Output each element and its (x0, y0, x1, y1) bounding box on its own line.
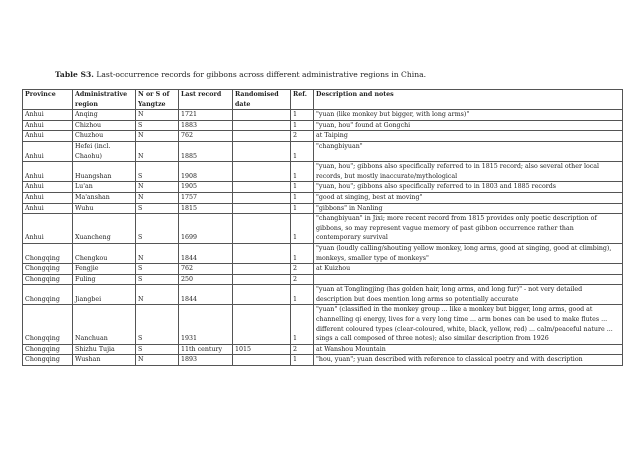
description-cell: "yuan, hou"; gibbons also specifically referred to in 1803 and 1885 records (314, 182, 623, 193)
ref-cell: 1 (291, 285, 314, 305)
ref-cell: 1 (291, 305, 314, 344)
randomised-date-cell (233, 243, 291, 263)
region-cell: Chengkou (73, 243, 136, 263)
ns-cell: N (136, 110, 179, 121)
province-cell: Chongqing (23, 285, 73, 305)
last-record-cell: 1905 (179, 182, 233, 193)
province-cell: Chongqing (23, 274, 73, 285)
ref-cell: 1 (291, 141, 314, 161)
province-cell: Anhui (23, 131, 73, 142)
last-record-cell: 762 (179, 264, 233, 275)
description-cell: at Kuizhou (314, 264, 623, 275)
ref-cell: 1 (291, 192, 314, 203)
ns-cell: S (136, 214, 179, 244)
last-record-cell: 1908 (179, 162, 233, 182)
region-cell: Fengjie (73, 264, 136, 275)
header-ns: N or S of Yangtze (136, 90, 179, 110)
ref-cell: 1 (291, 162, 314, 182)
table-row (23, 243, 623, 263)
ns-cell: N (136, 131, 179, 142)
region-cell: Ma'anshan (73, 192, 136, 203)
header-region: Administrative region (73, 90, 136, 110)
caption-text: Last-occurrence records for gibbons across different administrative regions in China. (93, 70, 427, 79)
description-cell (314, 274, 623, 285)
description-cell: "yuan (like monkey but bigger, with long arms)" (314, 110, 623, 121)
ref-cell: 1 (291, 110, 314, 121)
ref-cell: 2 (291, 274, 314, 285)
randomised-date-cell (233, 182, 291, 193)
table-row (23, 285, 623, 305)
description-cell: "yuan, hou"; gibbons also specifically referred to in 1815 record; also several other local records, but mostly inaccurate/mythological (314, 162, 623, 182)
table-row (23, 110, 623, 121)
last-record-cell: 1931 (179, 305, 233, 344)
gibbon-records-table (22, 89, 623, 366)
ns-cell: S (136, 305, 179, 344)
ref-cell: 1 (291, 203, 314, 214)
table-row (23, 162, 623, 182)
province-cell: Anhui (23, 141, 73, 161)
region-cell: Wuhu (73, 203, 136, 214)
region-cell: Fuling (73, 274, 136, 285)
description-cell: "yuan, hou" found at Gongchi (314, 120, 623, 131)
region-cell: Shizhu Tujia (73, 344, 136, 355)
ns-cell: N (136, 192, 179, 203)
description-cell: "yuan" (classified in the monkey group ... like a monkey but bigger, long arms, good at channelling qi energy, lives for a very long time ... arm bones can be used to make flutes ... different coloured types (clear-coloured, white, black, yellow, red) ... calm/peaceful nature ... sings a call composed of three notes); also similar description from 1926 (314, 305, 623, 344)
last-record-cell: 250 (179, 274, 233, 285)
province-cell: Anhui (23, 120, 73, 131)
header-province: Province (23, 90, 73, 110)
last-record-cell: 762 (179, 131, 233, 142)
region-cell: Anqing (73, 110, 136, 121)
province-cell: Anhui (23, 110, 73, 121)
province-cell: Anhui (23, 162, 73, 182)
description-cell: "yuan at Tonglingjing (has golden hair, long arms, and long fur)" - not very detailed description but does mention long arms so potentially accurate (314, 285, 623, 305)
last-record-cell: 1844 (179, 285, 233, 305)
table-row (23, 203, 623, 214)
ref-cell: 1 (291, 355, 314, 366)
province-cell: Anhui (23, 182, 73, 193)
ref-cell: 2 (291, 264, 314, 275)
randomised-date-cell (233, 355, 291, 366)
table-row (23, 141, 623, 161)
ns-cell: S (136, 120, 179, 131)
table-caption (55, 70, 426, 79)
description-cell: "gibbons" in Nanling (314, 203, 623, 214)
ns-cell: N (136, 141, 179, 161)
randomised-date-cell (233, 285, 291, 305)
table-row (23, 214, 623, 244)
randomised-date-cell (233, 305, 291, 344)
description-cell: "changbiyuan" (314, 141, 623, 161)
description-cell: "changbiyuan" in Jixi; more recent record from 1815 provides only poetic description of gibbons, so may represent vague memory of past gibbon occurrence rather than contemporary survival (314, 214, 623, 244)
table-row (23, 274, 623, 285)
ns-cell: S (136, 203, 179, 214)
province-cell: Chongqing (23, 243, 73, 263)
ref-cell: 1 (291, 214, 314, 244)
header-description: Description and notes (314, 90, 623, 110)
ref-cell: 2 (291, 344, 314, 355)
ref-cell: 2 (291, 131, 314, 142)
province-cell: Anhui (23, 214, 73, 244)
ns-cell: N (136, 355, 179, 366)
ns-cell: N (136, 243, 179, 263)
description-cell: "yuan (loudly calling/shouting yellow monkey, long arms, good at singing, good at climbing), monkeys, smaller type of monkeys" (314, 243, 623, 263)
region-cell: Wushan (73, 355, 136, 366)
header-last-record: Last record (179, 90, 233, 110)
header-ref: Ref. (291, 90, 314, 110)
province-cell: Anhui (23, 192, 73, 203)
region-cell: Chizhou (73, 120, 136, 131)
randomised-date-cell: 1015 (233, 344, 291, 355)
last-record-cell: 1757 (179, 192, 233, 203)
table-row (23, 264, 623, 275)
randomised-date-cell (233, 110, 291, 121)
ref-cell: 1 (291, 182, 314, 193)
header-randomised-date: Randomised date (233, 90, 291, 110)
last-record-cell: 11th century (179, 344, 233, 355)
ref-cell: 1 (291, 120, 314, 131)
province-cell: Anhui (23, 203, 73, 214)
last-record-cell: 1893 (179, 355, 233, 366)
province-cell: Chongqing (23, 355, 73, 366)
randomised-date-cell (233, 131, 291, 142)
randomised-date-cell (233, 203, 291, 214)
ns-cell: N (136, 285, 179, 305)
region-cell: Jiangbei (73, 285, 136, 305)
randomised-date-cell (233, 214, 291, 244)
last-record-cell: 1815 (179, 203, 233, 214)
randomised-date-cell (233, 274, 291, 285)
description-cell: at Taiping (314, 131, 623, 142)
region-cell: Xuancheng (73, 214, 136, 244)
region-cell: Chuzhou (73, 131, 136, 142)
ns-cell: S (136, 162, 179, 182)
table-row (23, 131, 623, 142)
description-cell: "hou, yuan"; yuan described with reference to classical poetry and with description (314, 355, 623, 366)
province-cell: Chongqing (23, 264, 73, 275)
last-record-cell: 1721 (179, 110, 233, 121)
table-header-row (23, 90, 623, 110)
randomised-date-cell (233, 120, 291, 131)
description-cell: at Wanshou Mountain (314, 344, 623, 355)
ns-cell: N (136, 182, 179, 193)
randomised-date-cell (233, 162, 291, 182)
ns-cell: S (136, 344, 179, 355)
province-cell: Chongqing (23, 305, 73, 344)
last-record-cell: 1885 (179, 141, 233, 161)
ns-cell: S (136, 274, 179, 285)
caption-label: Table S3. (55, 70, 94, 79)
table-row (23, 182, 623, 193)
last-record-cell: 1883 (179, 120, 233, 131)
region-cell: Huangshan (73, 162, 136, 182)
region-cell: Hefei (incl. Chaohu) (73, 141, 136, 161)
randomised-date-cell (233, 192, 291, 203)
table-row (23, 120, 623, 131)
ref-cell: 1 (291, 243, 314, 263)
table-row (23, 355, 623, 366)
table-row (23, 344, 623, 355)
region-cell: Lu'an (73, 182, 136, 193)
province-cell: Chongqing (23, 344, 73, 355)
randomised-date-cell (233, 264, 291, 275)
description-cell: "good at singing, best at moving" (314, 192, 623, 203)
ns-cell: S (136, 264, 179, 275)
region-cell: Nanchuan (73, 305, 136, 344)
last-record-cell: 1844 (179, 243, 233, 263)
table-row (23, 305, 623, 344)
table-row (23, 192, 623, 203)
last-record-cell: 1699 (179, 214, 233, 244)
randomised-date-cell (233, 141, 291, 161)
